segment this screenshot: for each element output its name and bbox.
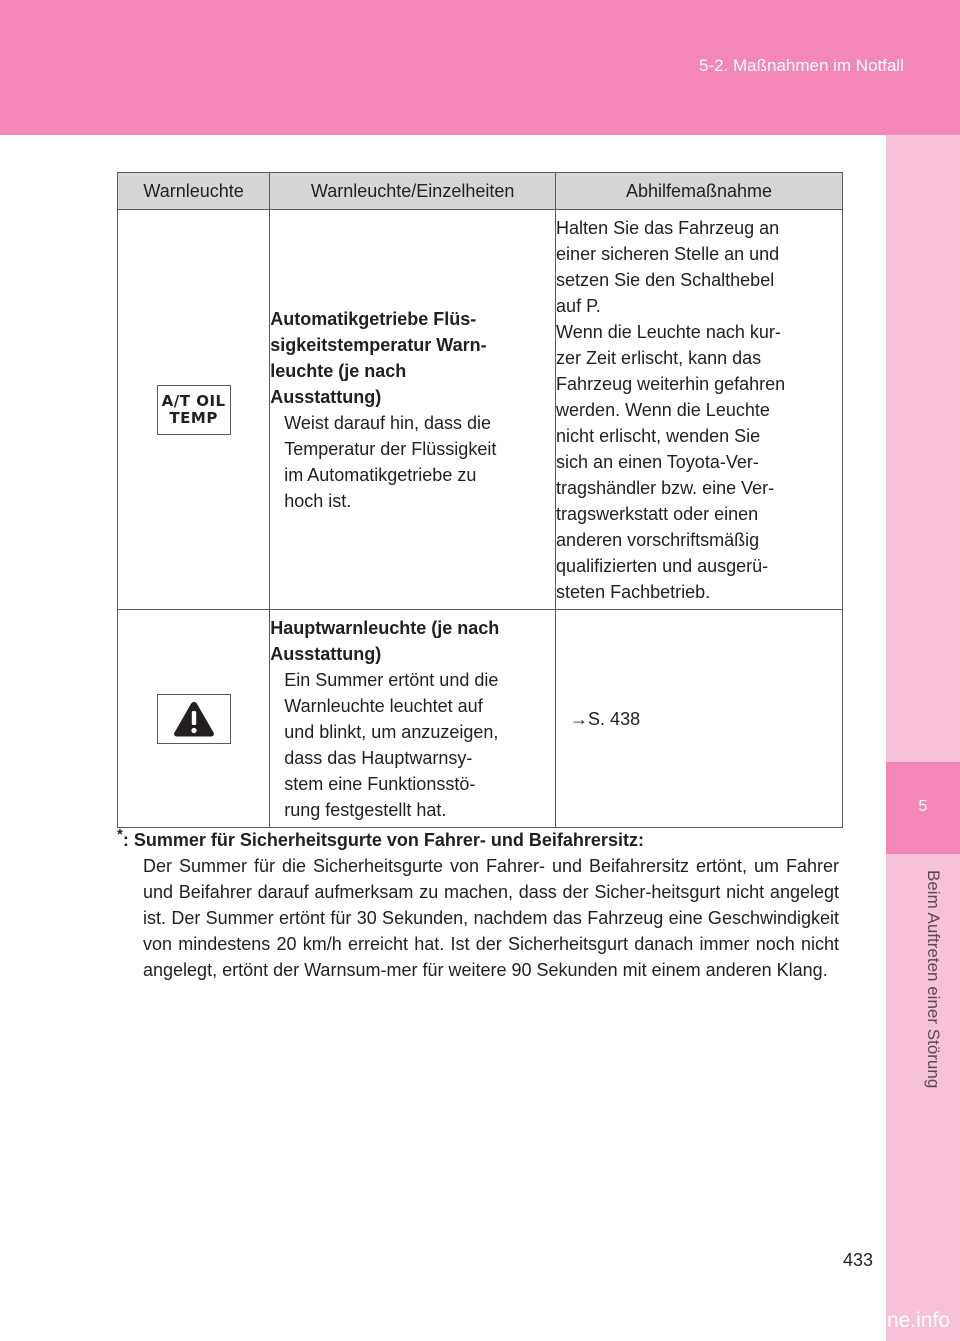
desc-line: im Automatikgetriebe zu — [284, 464, 477, 485]
warning-triangle-icon — [172, 700, 216, 738]
action-line: Wenn die Leuchte nach kur- — [556, 321, 781, 342]
action-line: setzen Sie den Schalthebel — [556, 269, 775, 290]
chapter-number-box — [886, 762, 960, 854]
action-cell — [556, 610, 843, 828]
desc-line: rung festgestellt hat. — [284, 799, 447, 820]
chapter-number: 5 — [918, 798, 928, 815]
action-line: sich an einen Toyota-Ver- — [556, 451, 759, 472]
action-line: auf P. — [556, 295, 601, 316]
icon-label: A/T OIL — [161, 391, 226, 410]
title-line: leuchte (je nach — [270, 360, 407, 381]
warning-light-table — [117, 172, 843, 828]
detail-cell — [270, 210, 556, 610]
table-row — [118, 210, 843, 610]
desc-line: und blinkt, um anzuzeigen, — [284, 721, 499, 742]
icon-cell — [118, 210, 270, 610]
action-line: qualifizierten und ausgerü- — [556, 555, 769, 576]
action-line: nicht erlischt, wenden Sie — [556, 425, 761, 446]
footnote-heading-text: : Summer für Sicherheitsgurte von Fahrer- und Beifahrersitz: — [122, 830, 644, 850]
table-header-row — [118, 173, 843, 210]
desc-line: hoch ist. — [284, 490, 352, 511]
footnote-body: Der Summer für die Sicherheitsgurte von Fahrer- und Beifahrersitz ertönt, um Fahrer und Beifahrer darauf aufmerksam zu machen, dass der Sicher-heitsgurt nicht angelegt ist. Der Summer ertönt für 30 Sekunden, nachdem das Fahrzeug eine Geschwindigkeit von mindestens 20 km/h erreicht hat. Ist der Sicherheitsgurt danach immer noch nicht angelegt, ertönt der Warnsum-mer für weitere 90 Sekunden mit einem anderen Klang. — [143, 856, 839, 980]
action-line: tragswerkstatt oder einen — [556, 503, 759, 524]
action-cell — [556, 210, 843, 610]
side-tab — [886, 135, 960, 1341]
warning-title — [270, 615, 555, 667]
title-line: Ausstattung) — [270, 643, 382, 664]
desc-line: Warnleuchte leuchtet auf — [284, 695, 483, 716]
table-row — [118, 610, 843, 828]
title-line: Hauptwarnleuchte (je nach — [270, 617, 500, 638]
warning-description — [270, 410, 555, 514]
title-line: sigkeitstemperatur Warn- — [270, 334, 487, 355]
desc-line: Temperatur der Flüssigkeit — [284, 438, 497, 459]
page-reference-link[interactable]: →S. 438 — [570, 708, 641, 729]
action-line: tragshändler bzw. eine Ver- — [556, 477, 775, 498]
action-line: steten Fachbetrieb. — [556, 581, 711, 602]
icon-cell — [118, 610, 270, 828]
title-line: Ausstattung) — [270, 386, 382, 407]
watermark: carmanualsonline.info — [745, 1309, 950, 1332]
warning-title — [270, 306, 555, 410]
action-line: zer Zeit erlischt, kann das — [556, 347, 762, 368]
desc-line: Weist darauf hin, dass die — [284, 412, 492, 433]
icon-label: TEMP — [169, 408, 218, 427]
footnote-heading — [117, 822, 839, 853]
action-line: Halten Sie das Fahrzeug an — [556, 217, 780, 238]
master-warning-icon — [157, 694, 231, 744]
page-number: 433 — [842, 1250, 873, 1270]
action-text — [556, 215, 842, 605]
column-header: Abhilfemaßnahme — [556, 173, 843, 210]
warning-description — [270, 667, 555, 823]
chapter-title: Beim Auftreten einer Störung — [924, 870, 943, 1089]
action-line: einer sicheren Stelle an und — [556, 243, 780, 264]
footnote-marker: * — [117, 826, 123, 843]
title-line: Automatikgetriebe Flüs- — [270, 308, 477, 329]
action-line: Fahrzeug weiterhin gefahren — [556, 373, 786, 394]
column-header: Warnleuchte — [118, 173, 270, 210]
footnote — [117, 822, 839, 983]
desc-line: Ein Summer ertönt und die — [284, 669, 499, 690]
column-header: Warnleuchte/Einzelheiten — [270, 173, 556, 210]
action-line: anderen vorschriftsmäßig — [556, 529, 760, 550]
section-title: 5-2. Maßnahmen im Notfall — [698, 56, 904, 75]
detail-cell — [270, 610, 556, 828]
desc-line: stem eine Funktionsstö- — [284, 773, 476, 794]
action-line: werden. Wenn die Leuchte — [556, 399, 770, 420]
desc-line: dass das Hauptwarnsy- — [284, 747, 473, 768]
at-oil-temp-icon — [157, 385, 231, 435]
